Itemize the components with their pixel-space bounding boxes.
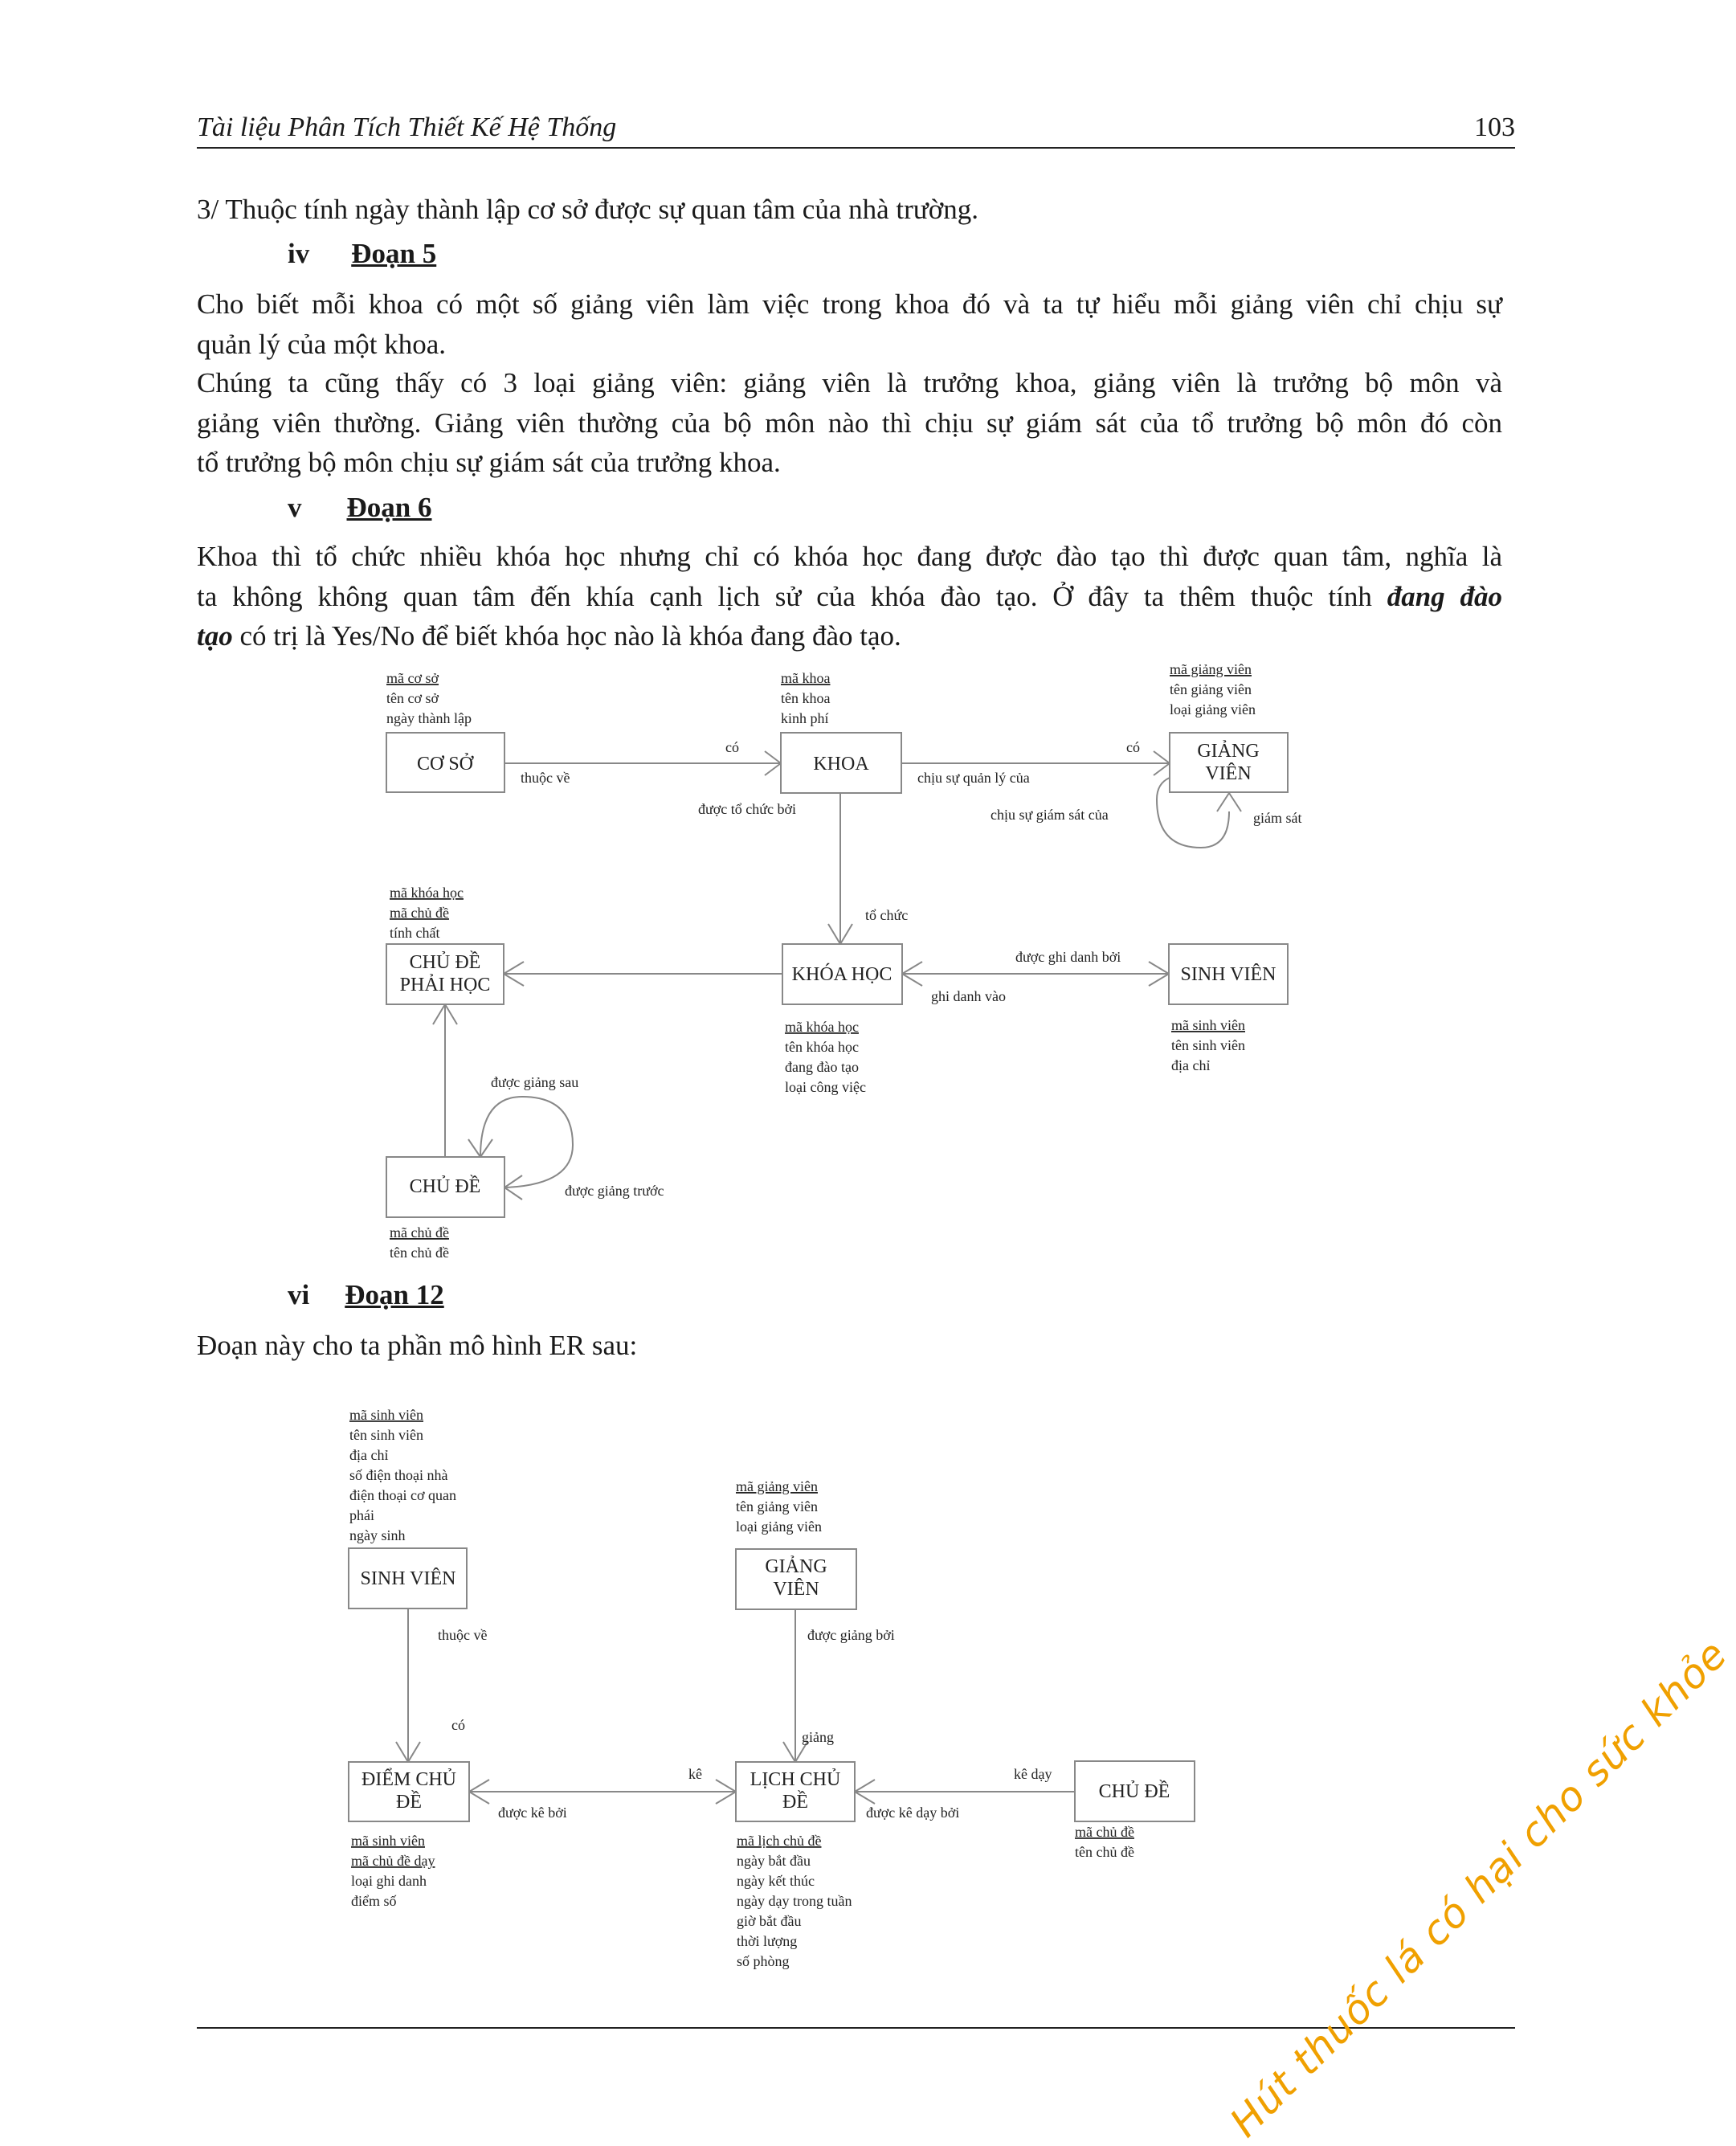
attribute: loại công việc — [785, 1079, 866, 1095]
section-title: Đoạn 5 — [351, 238, 437, 269]
attribute: tên giảng viên — [1170, 681, 1252, 697]
relation-label: chịu sự quản lý của — [917, 770, 1030, 786]
attribute: tên giảng viên — [736, 1498, 818, 1514]
text-run: có trị là Yes/No để biết khóa học nào là khóa đang đào tạo. — [232, 620, 901, 652]
relation-label: chịu sự giám sát của — [991, 807, 1109, 823]
intro-line: 3/ Thuộc tính ngày thành lập cơ sở được sự quan tâm của nhà trường. — [197, 194, 979, 225]
attribute-key: mã sinh viên — [349, 1407, 423, 1423]
attribute-key: mã chủ đề dạy — [351, 1853, 435, 1869]
relation-label: có — [451, 1717, 465, 1733]
attribute: tính chất — [390, 925, 440, 941]
entity-name: ĐỀ — [396, 1792, 422, 1813]
watermark-text: Hút thuốc lá có hại cho sức khỏe — [1221, 1630, 1736, 2146]
text-line: Chúng ta cũng thấy có 3 loại giảng viên: giảng viên là trưởng khoa, giảng viên là trưởng bộ môn và — [197, 367, 1502, 399]
attribute-key: mã chủ đề — [390, 1224, 449, 1241]
attribute: loại ghi danh — [351, 1873, 427, 1889]
page-number: 103 — [1474, 112, 1515, 142]
relation-label: được tổ chức bởi — [698, 801, 797, 817]
attribute: đang đào tạo — [785, 1059, 859, 1075]
entity-name: PHẢI HỌC — [399, 975, 491, 995]
attribute: điểm số — [351, 1893, 397, 1909]
relation-label: thuộc về — [521, 770, 570, 786]
attribute: tên sinh viên — [1171, 1037, 1245, 1053]
entity-name: KHÓA HỌC — [791, 964, 893, 985]
relation-label: được kê dạy bởi — [866, 1805, 960, 1821]
entity-name: SINH VIÊN — [360, 1568, 456, 1589]
attribute: số điện thoại nhà — [349, 1467, 448, 1483]
text-line: Khoa thì tổ chức nhiều khóa học nhưng chỉ có khóa học đang được đào tạo thì được quan tâm, nghĩa là — [197, 541, 1502, 572]
text-line: Đoạn này cho ta phần mô hình ER sau: — [197, 1330, 638, 1361]
text-line: Cho biết mỗi khoa có một số giảng viên làm việc trong khoa đó và ta tự hiểu mỗi giảng viên chỉ chịu sự — [197, 288, 1502, 320]
attribute-key: mã lịch chủ đề — [737, 1833, 822, 1849]
attribute: tên sinh viên — [349, 1427, 423, 1443]
relation-label: tổ chức — [865, 907, 909, 923]
attribute-key: mã giảng viên — [736, 1478, 818, 1494]
attribute: ngày dạy trong tuần — [737, 1893, 852, 1909]
running-header-title: Tài liệu Phân Tích Thiết Kế Hệ Thống — [197, 112, 617, 142]
relation-label: giảng — [802, 1729, 834, 1745]
emphasis-text: đang đào — [1387, 580, 1503, 612]
entity-name: ĐỀ — [782, 1792, 808, 1813]
attribute: điện thoại cơ quan — [349, 1487, 456, 1503]
entity-name: KHOA — [813, 754, 869, 775]
section-number: vi — [288, 1279, 310, 1310]
attribute: ngày sinh — [349, 1527, 406, 1543]
entity-name: CHỦ ĐỀ — [409, 952, 481, 973]
emphasis-text: tạo — [197, 620, 233, 652]
attribute-key: mã cơ sở — [386, 670, 439, 686]
attribute: địa chỉ — [349, 1447, 389, 1463]
text-run: ta không không quan tâm đến khía cạnh lịch sử của khóa đào tạo. Ở đây ta thêm thuộc tính — [197, 580, 1387, 612]
attribute: tên chủ đề — [1075, 1844, 1134, 1860]
attribute: kinh phí — [781, 710, 829, 726]
attribute: giờ bắt đầu — [737, 1913, 802, 1929]
relation-label: giám sát — [1253, 810, 1302, 826]
attribute: ngày bắt đầu — [737, 1853, 811, 1869]
relation-label: có — [725, 739, 739, 755]
entity-name: LỊCH CHỦ — [750, 1769, 841, 1790]
relation-label: ghi danh vào — [931, 988, 1006, 1004]
attribute-key: mã sinh viên — [1171, 1017, 1245, 1033]
text-line: quản lý của một khoa. — [197, 328, 447, 360]
entity-name: GIẢNG — [765, 1556, 827, 1577]
attribute: loại giảng viên — [1170, 701, 1256, 717]
attribute-key: mã chủ đề — [390, 905, 449, 921]
attribute: tên khoa — [781, 690, 831, 706]
relation-label: có — [1126, 739, 1140, 755]
attribute: tên chủ đề — [390, 1245, 449, 1261]
relation-label: kê dạy — [1014, 1766, 1052, 1782]
entity-name: GIẢNG — [1197, 741, 1260, 762]
relation-label: được giảng sau — [491, 1074, 579, 1090]
attribute-key: mã giảng viên — [1170, 661, 1252, 677]
entity-name: VIÊN — [1205, 763, 1252, 784]
attribute-key: mã khoa — [781, 670, 831, 686]
attribute-key: mã chủ đề — [1075, 1824, 1134, 1840]
attribute: tên khóa học — [785, 1039, 859, 1055]
relation-label: kê — [688, 1766, 702, 1782]
entity-name: ĐIỂM CHỦ — [361, 1769, 456, 1790]
relation-label: được giảng trước — [565, 1183, 664, 1199]
attribute: ngày kết thúc — [737, 1873, 815, 1889]
entity-name: CHỦ ĐỀ — [1098, 1781, 1170, 1802]
attribute: thời lượng — [737, 1933, 798, 1949]
entity-name: SINH VIÊN — [1180, 964, 1276, 985]
text-line: tổ trưởng bộ môn chịu sự giám sát của trưởng khoa. — [197, 447, 781, 478]
entity-name: VIÊN — [773, 1579, 819, 1600]
section-number: v — [288, 492, 302, 523]
attribute: địa chỉ — [1171, 1057, 1211, 1073]
relation-label: được kê bởi — [498, 1805, 567, 1821]
attribute-key: mã sinh viên — [351, 1833, 425, 1849]
section-title: Đoạn 6 — [346, 492, 432, 523]
relation-label: được ghi danh bởi — [1015, 949, 1121, 965]
attribute-key: mã khóa học — [390, 885, 464, 901]
section-title: Đoạn 12 — [345, 1279, 444, 1310]
attribute-key: mã khóa học — [785, 1019, 859, 1035]
attribute: ngày thành lập — [386, 710, 472, 726]
attribute: phái — [349, 1507, 374, 1523]
entity-name: CƠ SỞ — [416, 754, 474, 775]
relation-label: thuộc về — [438, 1627, 488, 1643]
text-line: giảng viên thường. Giảng viên thường của bộ môn nào thì chịu sự giám sát của tổ trưởng bộ môn đó còn — [197, 407, 1502, 439]
relation-label: được giảng bởi — [807, 1627, 895, 1643]
attribute: tên cơ sở — [386, 690, 439, 706]
attribute: số phòng — [737, 1953, 790, 1969]
entity-name: CHỦ ĐỀ — [409, 1176, 481, 1197]
attribute: loại giảng viên — [736, 1519, 822, 1535]
section-number: iv — [288, 238, 310, 269]
